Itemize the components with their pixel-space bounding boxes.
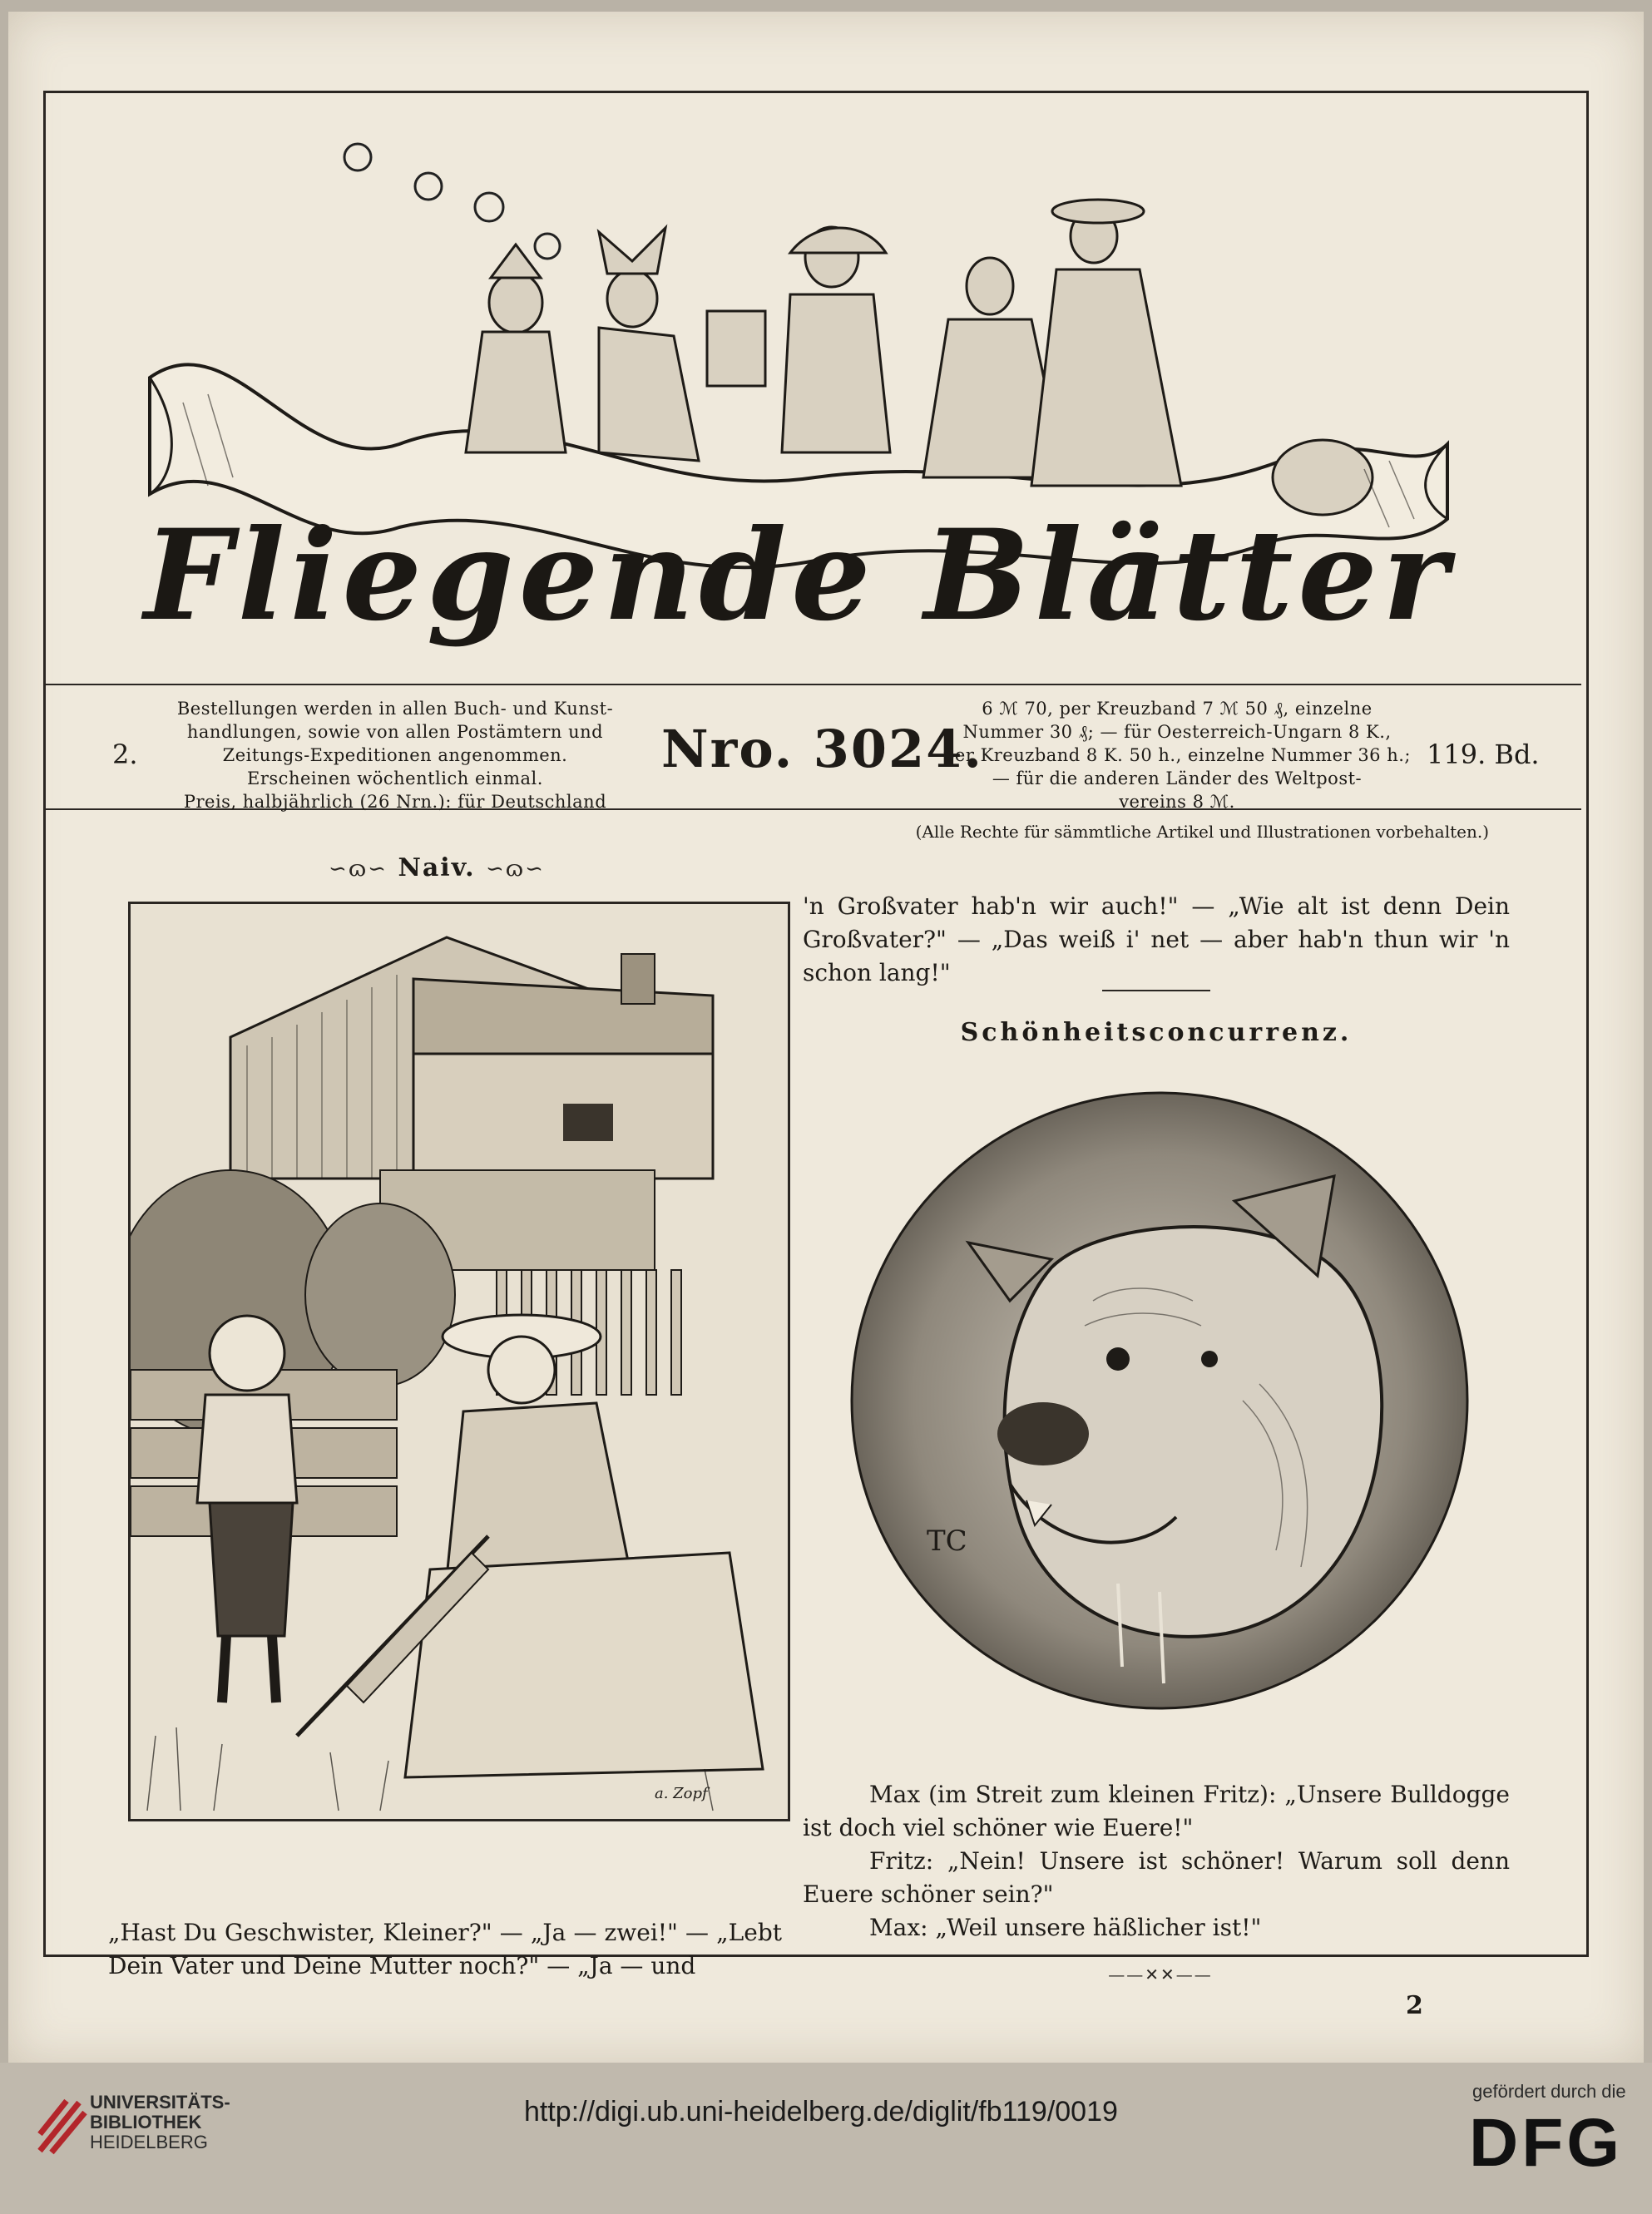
digitization-footer: [0, 2063, 1652, 2214]
notice-left-line: Zeitungs-Expeditionen angenommen.: [222, 745, 568, 765]
caption-naiv: „Hast Du Geschwister, Kleiner?" — „Ja — zwei!" — „Lebt Dein Vater und Deine Mutter noch?" — „Ja — und: [108, 1919, 782, 1979]
library-name: [90, 2093, 230, 2152]
rights-notice: (Alle Rechte für sämmtliche Artikel und Illustrationen vorbehalten.): [915, 822, 1489, 842]
illustration-boy-and-lady: [128, 902, 790, 1821]
masthead-illustration: [133, 128, 1464, 660]
right-flourish-icon: ∽ɷ∽: [486, 857, 545, 882]
dfg-logo: DFG: [1469, 2105, 1624, 2181]
heading-naiv: [291, 853, 582, 882]
library-city: HEIDELBERG: [90, 2132, 208, 2152]
issue-number: Nro. 3024.: [661, 719, 983, 779]
notice-right-line: 6 ℳ 70, per Kreuzband 7 ℳ 50 ₰, einzelne: [982, 699, 1373, 719]
engraving-bulldog-medallion: [843, 1085, 1476, 1717]
illustration-bulldog: [843, 1085, 1476, 1717]
engraving-farmhouse-scene: [131, 904, 788, 1819]
info-rule-top: [46, 684, 1581, 685]
newspaper-page: [8, 12, 1644, 2063]
volume-number: 119. Bd.: [1427, 739, 1540, 770]
notice-left-line: Bestellungen werden in allen Buch- und Kunst-: [176, 699, 614, 719]
notice-left-line: handlungen, sowie von allen Postämtern und: [186, 722, 604, 742]
notice-right-line: — für die anderen Länder des Weltpost-: [992, 768, 1363, 788]
artist-signature-naiv: a. Zopf: [655, 1785, 708, 1802]
notice-left-line: Preis, halbjährlich (26 Nrn.): für Deutschland: [183, 792, 607, 812]
source-url-link[interactable]: http://digi.ub.uni-heidelberg.de/diglit/fb119/0019: [524, 2096, 1118, 2128]
notice-right-line: per Kreuzband 8 K. 50 h., einzelne Nummer 36 h.;: [942, 745, 1411, 765]
dialogue-line-fritz: Fritz: „Nein! Unsere ist schöner! Warum soll denn Euere schöner sein?": [803, 1847, 1510, 1908]
caption-schoenheitsconcurrenz: [803, 1778, 1510, 1945]
artist-monogram-bulldog: TC: [927, 1525, 967, 1558]
subscription-notice-right: [936, 697, 1418, 813]
left-flourish-icon: ∽ɷ∽: [329, 857, 388, 882]
page-number: 2: [1406, 1991, 1423, 2020]
dialogue-line-max-reply: Max: „Weil unsere häßlicher ist!": [869, 1914, 1262, 1941]
naiv-continuation: 'n Großvater hab'n wir auch!" — „Wie alt ist denn Dein Großvater?" — „Das weiß i' net — aber hab'n thun wir 'n schon lang!": [803, 892, 1510, 986]
notice-right-line: vereins 8 ℳ.: [1119, 792, 1235, 812]
notice-right-line: Nummer 30 ₰; — für Oesterreich-Ungarn 8 K.,: [962, 722, 1392, 742]
issue-sequence: 2.: [112, 739, 138, 770]
separator-rule: [1102, 990, 1210, 991]
library-name-text: UNIVERSITÄTS- BIBLIOTHEK: [90, 2092, 230, 2132]
subscription-notice-left: [154, 697, 636, 813]
heading-schoenheitsconcurrenz: Schönheitsconcurrenz.: [960, 1018, 1353, 1047]
funded-by-label: gefördert durch die: [1472, 2081, 1626, 2102]
dialogue-line-max: Max (im Streit zum kleinen Fritz): „Unsere Bulldogge ist doch viel schöner wie Euere!": [803, 1781, 1510, 1841]
library-logo-icon: [33, 2084, 92, 2156]
masthead-title: Fliegende Blätter: [144, 502, 1453, 649]
info-bar: [46, 692, 1581, 812]
heading-naiv-text: Naiv.: [398, 853, 476, 882]
notice-left-line: Erscheinen wöchentlich einmal.: [247, 768, 543, 788]
end-ornament: ——✕✕——: [1108, 1964, 1213, 1984]
